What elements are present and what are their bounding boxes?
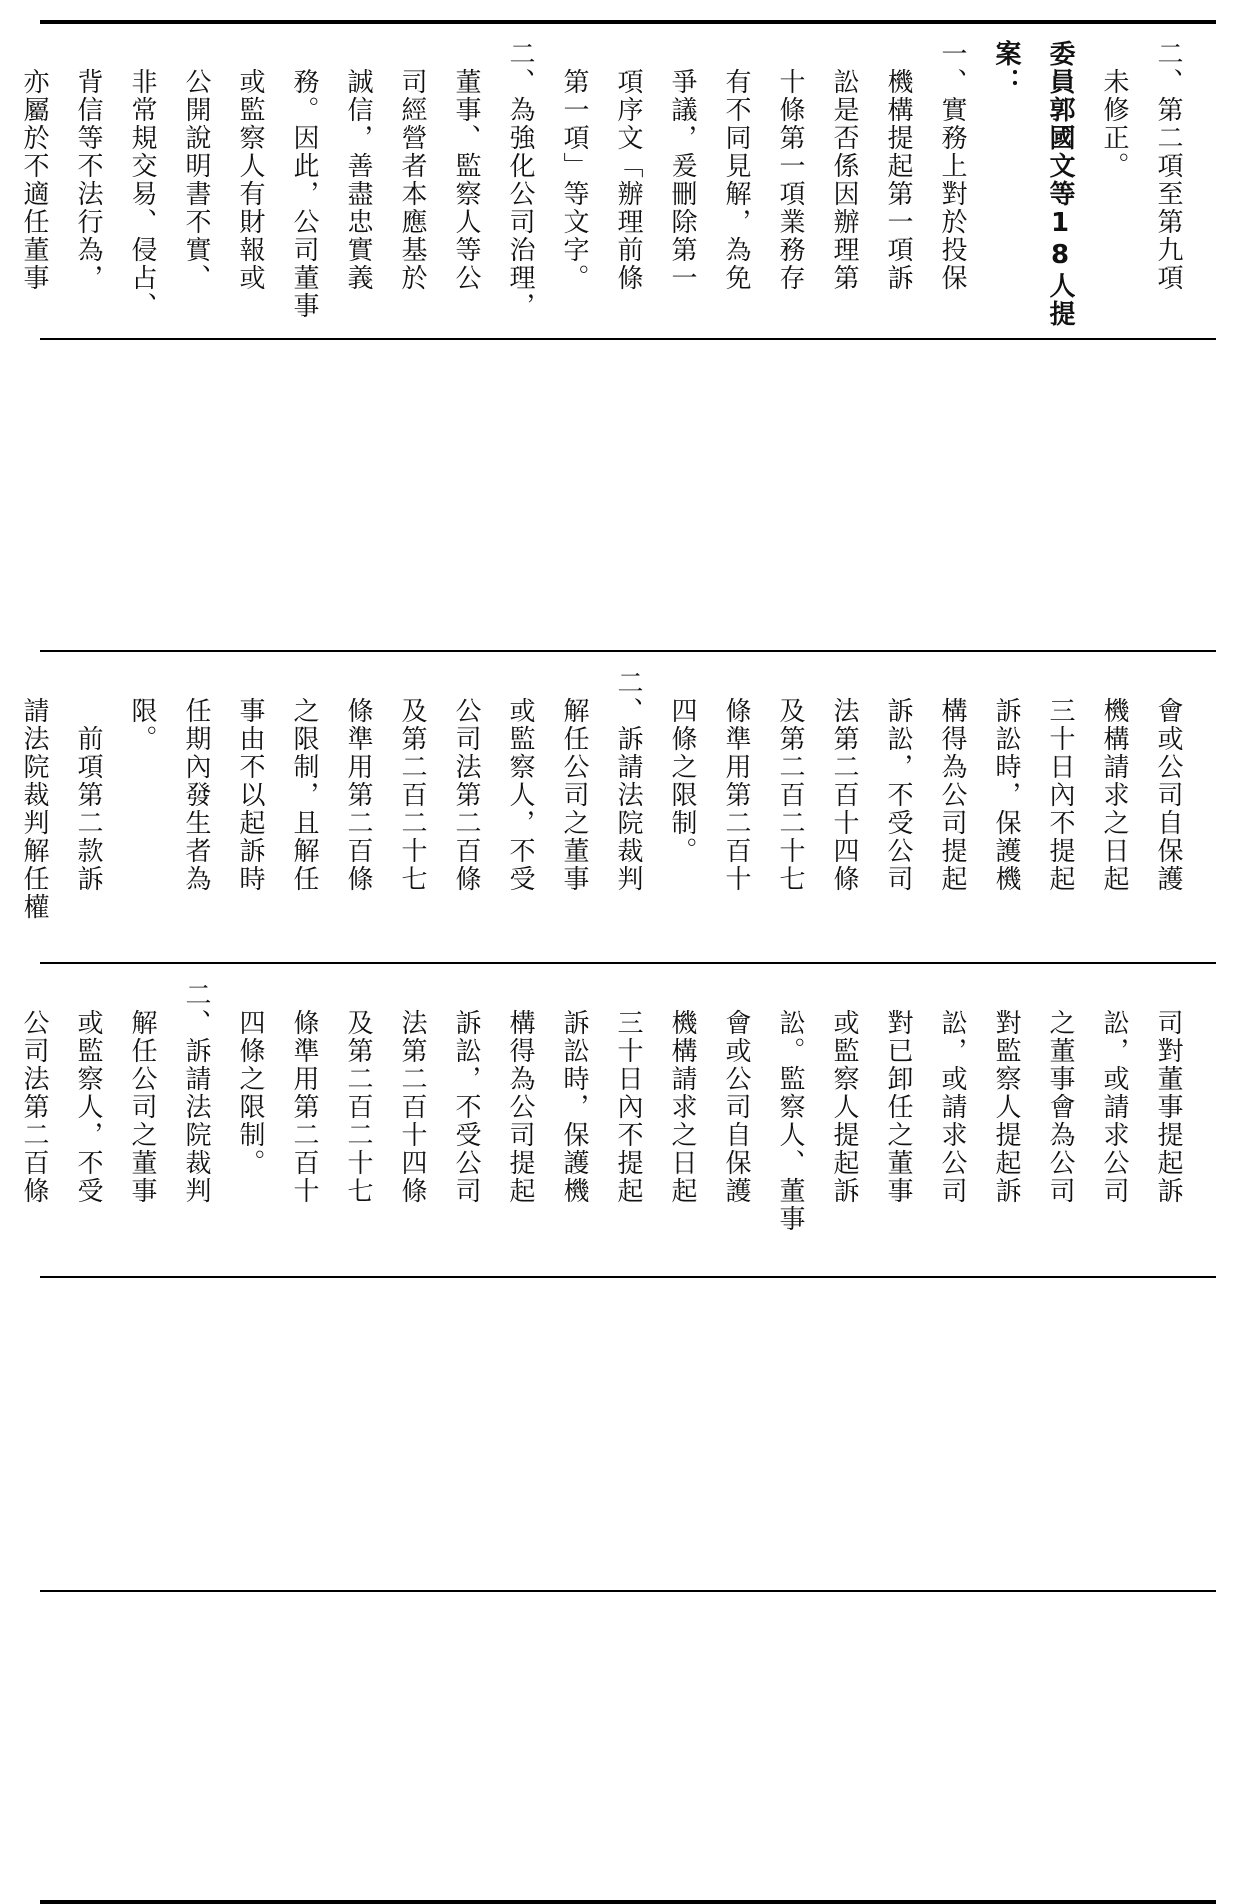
text-column: 第一項」等文字。 xyxy=(559,40,589,292)
text-column: 及第二百二十七 xyxy=(343,981,373,1205)
text-column: 十條第一項業務存 xyxy=(775,40,805,292)
text-column: 解任公司之董事 xyxy=(127,981,157,1205)
text-column: 及第二百二十七 xyxy=(775,669,805,893)
text-column: 四條之限制。 xyxy=(235,981,265,1177)
blank-band-2 xyxy=(40,1279,1216,1590)
text-column: 訴訟時，保護機 xyxy=(991,669,1021,893)
text-column: 訟，或請求公司 xyxy=(1099,981,1129,1205)
text-column: 條準用第二百十 xyxy=(721,669,751,893)
text-column: 法第二百十四條 xyxy=(829,669,859,893)
text-column: 會或公司自保護 xyxy=(1153,669,1183,893)
text-column: 公司法第二百條 xyxy=(19,981,49,1205)
text-column: 非常規交易、侵占、 xyxy=(127,40,157,320)
text-column: 機構提起第一項訴 xyxy=(883,40,913,292)
text-column: 解任公司之董事 xyxy=(559,669,589,893)
text-column: 構得為公司提起 xyxy=(505,981,535,1205)
text-column: 背信等不法行為， xyxy=(73,40,103,292)
proposed-text-band xyxy=(19,653,1216,962)
text-column: 一、實務上對於投保 xyxy=(937,40,967,292)
text-column: 會或公司自保護 xyxy=(721,981,751,1205)
text-column: 事由不以起訴時 xyxy=(235,669,265,893)
text-column: 誠信，善盡忠實義 xyxy=(343,40,373,292)
text-column: 之限制，且解任 xyxy=(289,669,319,893)
text-column: 訴訟，不受公司 xyxy=(883,669,913,893)
text-column: 對已卸任之董事 xyxy=(883,981,913,1205)
reason-columns xyxy=(8,24,1194,338)
text-column: 二、訴請法院裁判 xyxy=(181,981,211,1205)
text-column: 司對董事提起訴 xyxy=(1153,981,1183,1205)
text-column: 公司法第二百條 xyxy=(451,669,481,893)
text-column: 委員郭國文等18人提 xyxy=(1045,40,1075,328)
rule-3 xyxy=(40,962,1216,964)
text-column: 或監察人，不受 xyxy=(73,981,103,1205)
blank-band-3 xyxy=(40,1593,1216,1900)
blank-band-1 xyxy=(40,341,1216,650)
text-column: 訴訟時，保護機 xyxy=(559,981,589,1205)
text-column: 三十日內不提起 xyxy=(1045,669,1075,893)
text-column: 公開說明書不實、 xyxy=(181,40,211,292)
current-columns xyxy=(8,965,1194,1276)
text-column: 二、為強化公司治理， xyxy=(505,40,535,320)
text-column: 訟。監察人、董事 xyxy=(775,981,805,1233)
text-column: 未修正。 xyxy=(1099,40,1129,180)
text-column: 構得為公司提起 xyxy=(937,669,967,893)
text-column: 或監察人有財報或 xyxy=(235,40,265,292)
text-column: 任期內發生者為 xyxy=(181,669,211,893)
rule-5 xyxy=(40,1590,1216,1592)
current-text-band xyxy=(19,965,1216,1276)
text-column: 法第二百十四條 xyxy=(397,981,427,1205)
text-column: 務。因此，公司董事 xyxy=(289,40,319,320)
text-column: 二、訴請法院裁判 xyxy=(613,669,643,893)
text-column: 四條之限制。 xyxy=(667,669,697,865)
text-column: 機構請求之日起 xyxy=(1099,669,1129,893)
reason-band xyxy=(19,24,1216,338)
text-column: 爭議，爰刪除第一 xyxy=(667,40,697,292)
text-column: 限。 xyxy=(127,669,157,753)
text-column: 訟是否係因辦理第 xyxy=(829,40,859,292)
text-column: 之董事會為公司 xyxy=(1045,981,1075,1205)
text-column: 三十日內不提起 xyxy=(613,981,643,1205)
text-column: 訴訟，不受公司 xyxy=(451,981,481,1205)
text-column: 司經營者本應基於 xyxy=(397,40,427,292)
text-column: 二、第二項至第九項 xyxy=(1153,40,1183,292)
proposed-columns xyxy=(8,653,1194,962)
text-column: 請法院裁判解任權 xyxy=(19,669,49,921)
rule-2 xyxy=(40,650,1216,652)
text-column: 有不同見解，為免 xyxy=(721,40,751,292)
text-column: 案： xyxy=(991,40,1021,96)
text-column: 或監察人，不受 xyxy=(505,669,535,893)
text-column: 項序文「辦理前條 xyxy=(613,40,643,292)
rule-4 xyxy=(40,1276,1216,1278)
text-column: 訟，或請求公司 xyxy=(937,981,967,1205)
text-column: 或監察人提起訴 xyxy=(829,981,859,1205)
text-column: 亦屬於不適任董事 xyxy=(19,40,49,292)
text-column: 及第二百二十七 xyxy=(397,669,427,893)
bottom-rule xyxy=(40,1900,1216,1904)
rule-1 xyxy=(40,338,1216,340)
text-column: 董事、監察人等公 xyxy=(451,40,481,292)
text-column: 對監察人提起訴 xyxy=(991,981,1021,1205)
text-column: 條準用第二百十 xyxy=(289,981,319,1205)
text-column: 前項第二款訴 xyxy=(73,669,103,893)
text-column: 條準用第二百條 xyxy=(343,669,373,893)
text-column: 機構請求之日起 xyxy=(667,981,697,1205)
